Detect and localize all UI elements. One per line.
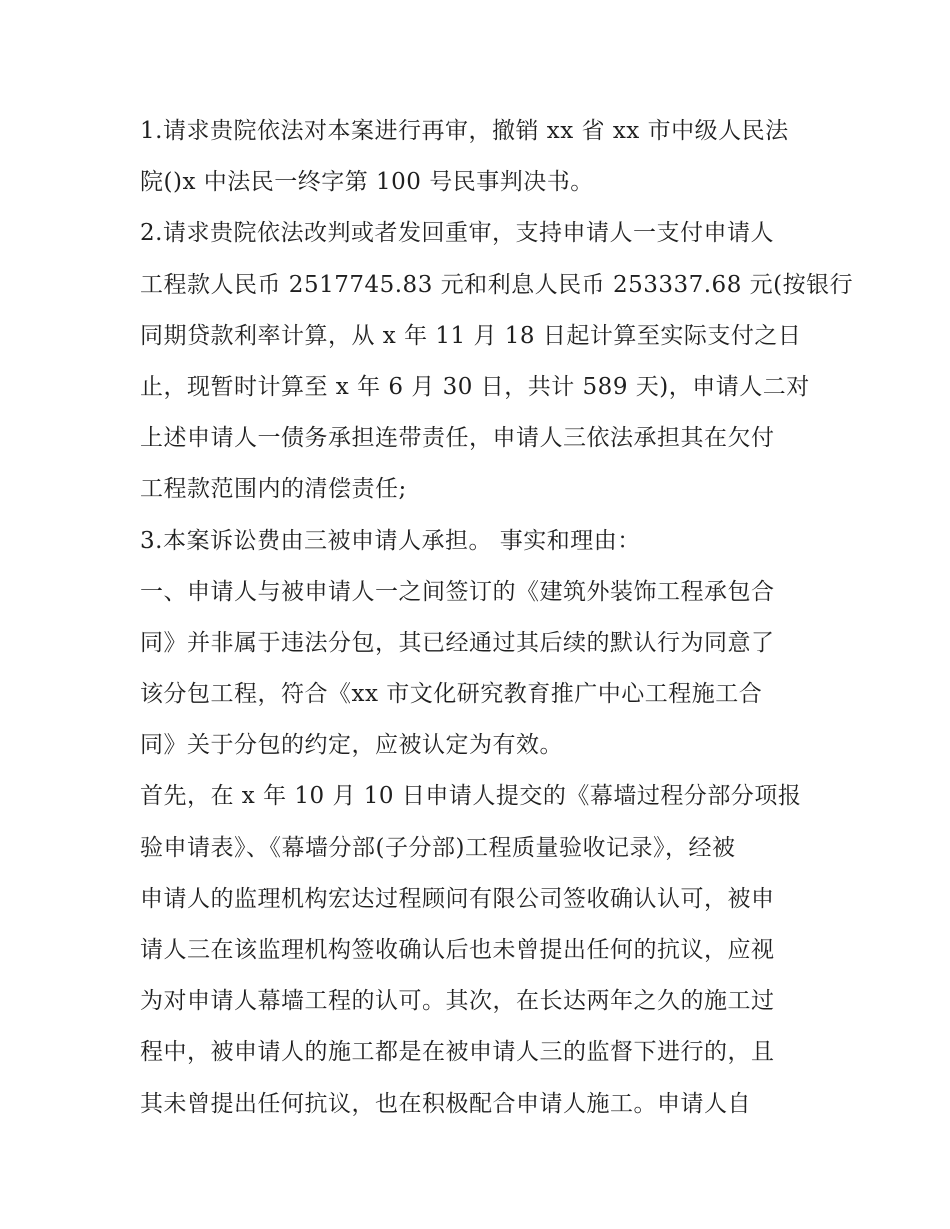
- text-line: 止，现暂时计算至 x 年 6 月 30 日，共计 589 天)，申请人二对: [140, 373, 810, 400]
- text-line: 同》关于分包的约定，应被认定为有效。: [140, 732, 563, 759]
- text-line: 同期贷款利率计算，从 x 年 11 月 18 日起计算至实际支付之日: [140, 322, 802, 349]
- text-line: 首先，在 x 年 10 月 10 日申请人提交的《幕墙过程分部分项报: [140, 783, 802, 810]
- text-line: 院()x 中法民一终字第 100 号民事判决书。: [140, 169, 594, 196]
- text-line: 一、申请人与被申请人一之间签订的《建筑外装饰工程承包合: [140, 578, 775, 605]
- text-line: 为对申请人幕墙工程的认可。其次，在长达两年之久的施工过: [140, 988, 775, 1015]
- text-line: 申请人的监理机构宏达过程顾问有限公司签收确认认可，被申: [140, 885, 775, 912]
- text-line: 验申请表》、《幕墙分部(子分部)工程质量验收记录》，经被: [140, 834, 736, 861]
- text-line: 请人三在该监理机构签收确认后也未曾提出任何的抗议，应视: [140, 937, 775, 963]
- text-line: 其未曾提出任何抗议，也在积极配合申请人施工。申请人自: [140, 1090, 751, 1117]
- text-line: 程中，被申请人的施工都是在被申请人三的监督下进行的，且: [140, 1039, 775, 1066]
- text-line: 3.本案诉讼费由三被申请人承担。 事实和理由：: [140, 527, 641, 554]
- text-line: 2.请求贵院依法改判或者发回重审，支持申请人一支付申请人: [140, 220, 774, 247]
- text-line: 1.请求贵院依法对本案进行再审，撤销 xx 省 xx 市中级人民法: [140, 118, 789, 144]
- text-line: 同》并非属于违法分包，其已经通过其后续的默认行为同意了: [140, 629, 775, 656]
- text-line: 工程款范围内的清偿责任;: [140, 476, 407, 503]
- text-line: 上述申请人一债务承担连带责任，申请人三依法承担其在欠付: [140, 425, 775, 452]
- document-body: [140, 106, 854, 1130]
- text-line: 工程款人民币 2517745.83 元和利息人民币 253337.68 元(按银行: [140, 271, 854, 298]
- text-line: 该分包工程，符合《xx 市文化研究教育推广中心工程施工合: [140, 681, 763, 708]
